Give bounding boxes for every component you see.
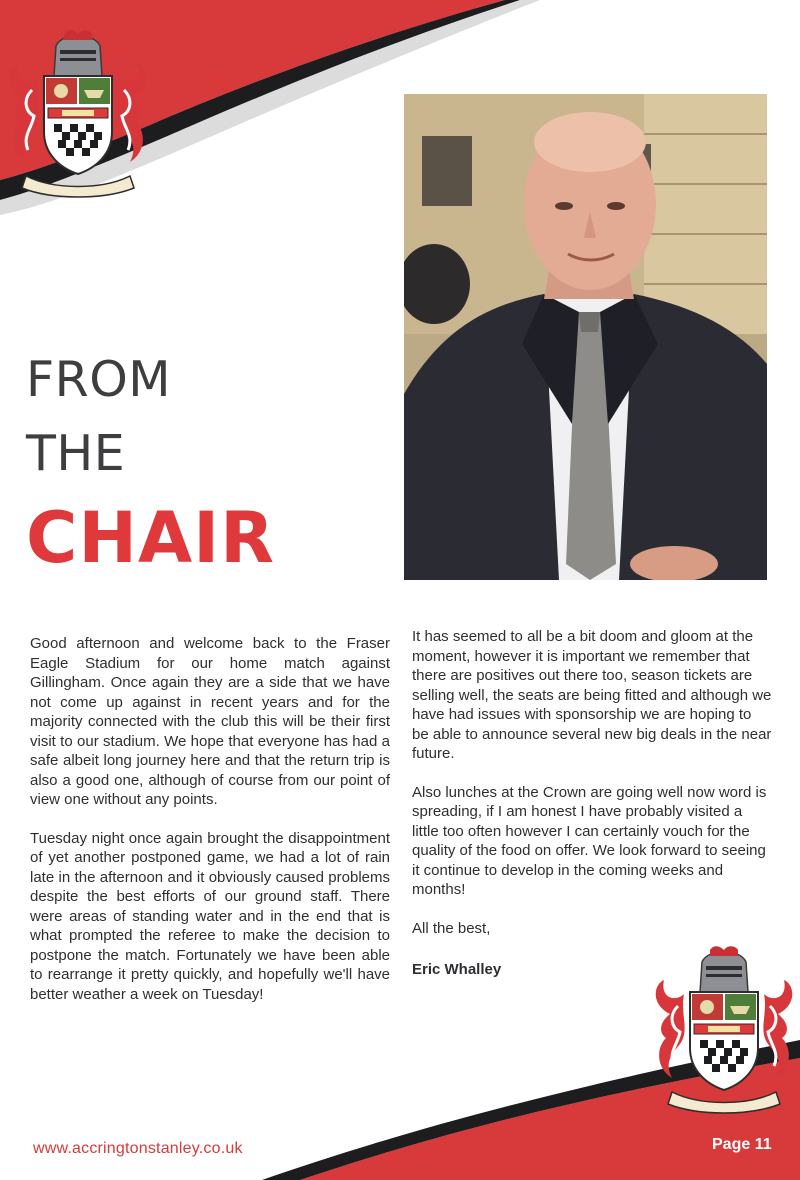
paragraph: Good afternoon and welcome back to the Fraser Eagle Stadium for our home match against Gillingham. Once again they are a side that we have not come up against in recent years and for the majority connected with the club this will be their first visit to our stadium. We hope that everyone has had a safe albeit long journey here and that the return trip is also a good one, although of course from our point of view one without any points. xyxy=(30,635,390,808)
signature: Eric Whalley xyxy=(412,961,502,978)
page-number: Page 11 xyxy=(712,1136,772,1153)
club-crest-icon xyxy=(650,944,798,1116)
page-title xyxy=(26,352,275,578)
title-accent-chair: CHAIR xyxy=(26,497,276,579)
website-url: www.accringtonstanley.co.uk xyxy=(33,1140,243,1157)
title-line-the: THE xyxy=(26,425,126,482)
club-crest-icon xyxy=(4,28,152,200)
paragraph: Also lunches at the Crown are going well now word is spreading, if I am honest I have probably visited a little too often however I can certainly vouch for the quality of the food on offer. We look forward to seeing it continue to develop in the coming weeks and months! xyxy=(412,783,767,898)
paragraph: It has seemed to all be a bit doom and gloom at the moment, however it is important we remember that there are positives out there too, season tickets are selling well, the seats are being fitted and although we have had issues with sponsorship we are hoping to be able to announce several new big deals in the near future. xyxy=(412,628,772,762)
title-line-from: FROM xyxy=(26,351,172,408)
article-left-column xyxy=(30,634,390,1023)
paragraph: Tuesday night once again brought the disappointment of yet another postponed game, we had a lot of rain late in the afternoon and it obviously caused problems despite the best efforts of our ground staff. There were areas of standing water and in the end that is what prompted the referee to make the decision to postpone the match. Fortunately we have been able to rearrange it pretty quickly, and hopefully we'll have better weather a week on Tuesday! xyxy=(30,829,390,1003)
chairman-photo xyxy=(404,94,767,580)
article-right-column xyxy=(412,627,772,980)
paragraph: All the best, xyxy=(412,919,491,937)
